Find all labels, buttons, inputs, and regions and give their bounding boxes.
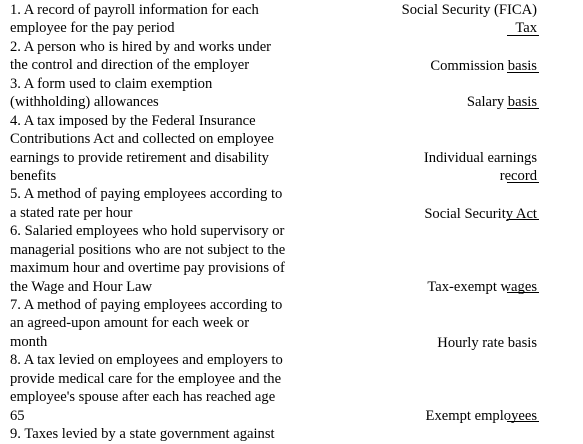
answer-blank-2[interactable] — [507, 72, 539, 73]
definition-line: 65 — [10, 407, 25, 424]
definition-line: 3. A form used to claim exemption — [10, 75, 213, 92]
term-tax-exempt-wages — [427, 278, 537, 296]
term-exempt-employees — [426, 407, 537, 425]
term-line: Tax — [515, 20, 537, 37]
definition-line: managerial positions who are not subject to the — [10, 241, 286, 258]
definition-line: 5. A method of paying employees according to — [10, 186, 283, 203]
term-line: record — [499, 168, 537, 185]
definition-line: benefits — [10, 167, 57, 184]
answer-blank-5[interactable] — [507, 219, 539, 220]
definition-line: 6. Salaried employees who hold supervisory or — [10, 223, 285, 240]
definition-line: employee for the pay period — [10, 20, 175, 37]
answer-blank-8[interactable] — [507, 421, 539, 422]
term-line: Tax-exempt wages — [427, 279, 537, 295]
answer-blank-6[interactable] — [507, 292, 539, 293]
definition-line: the Wage and Hour Law — [10, 278, 153, 295]
term-line: Hourly rate basis — [437, 335, 537, 351]
term-line: Social Security (FICA) — [401, 2, 537, 18]
definition-line: provide medical care for the employee and the — [10, 370, 282, 387]
definition-line: Contributions Act and collected on employee — [10, 131, 274, 148]
term-line: Commission basis — [430, 58, 537, 74]
definition-line: 2. A person who is hired by and works under — [10, 38, 272, 55]
definition-line: 8. A tax levied on employees and employers to — [10, 352, 283, 369]
term-line: Salary basis — [466, 94, 537, 110]
definition-line: an agreed-upon amount for each week or — [10, 315, 250, 332]
definition-line: earnings to provide retirement and disability — [10, 149, 269, 166]
term-social-security-act — [424, 205, 537, 223]
definition-line: month — [10, 333, 48, 350]
definition-line: 1. A record of payroll information for each — [10, 2, 259, 18]
answer-blank-1[interactable] — [507, 35, 539, 36]
term-line: Individual earnings — [423, 150, 537, 166]
definition-line: 9. Taxes levied by a state government against — [10, 426, 275, 443]
definitions-list — [10, 1, 330, 444]
term-individual-earnings-record — [424, 149, 537, 186]
definition-line: (withholding) allowances — [10, 94, 159, 111]
term-social-security-tax — [402, 1, 537, 38]
answer-blank-3[interactable] — [507, 108, 539, 109]
definition-line: the control and direction of the employer — [10, 57, 250, 74]
term-line: Exempt employees — [425, 408, 537, 424]
definition-line: employee's spouse after each has reached age — [10, 389, 276, 406]
definition-line: 4. A tax imposed by the Federal Insurance — [10, 112, 256, 129]
definition-line: 7. A method of paying employees according to — [10, 297, 283, 313]
term-line: Social Security Act — [424, 206, 537, 222]
definition-line: a stated rate per hour — [10, 204, 133, 221]
answer-blank-4[interactable] — [507, 182, 539, 183]
definition-line: maximum hour and overtime pay provisions of — [10, 260, 285, 277]
term-hourly-rate-basis — [437, 334, 537, 352]
